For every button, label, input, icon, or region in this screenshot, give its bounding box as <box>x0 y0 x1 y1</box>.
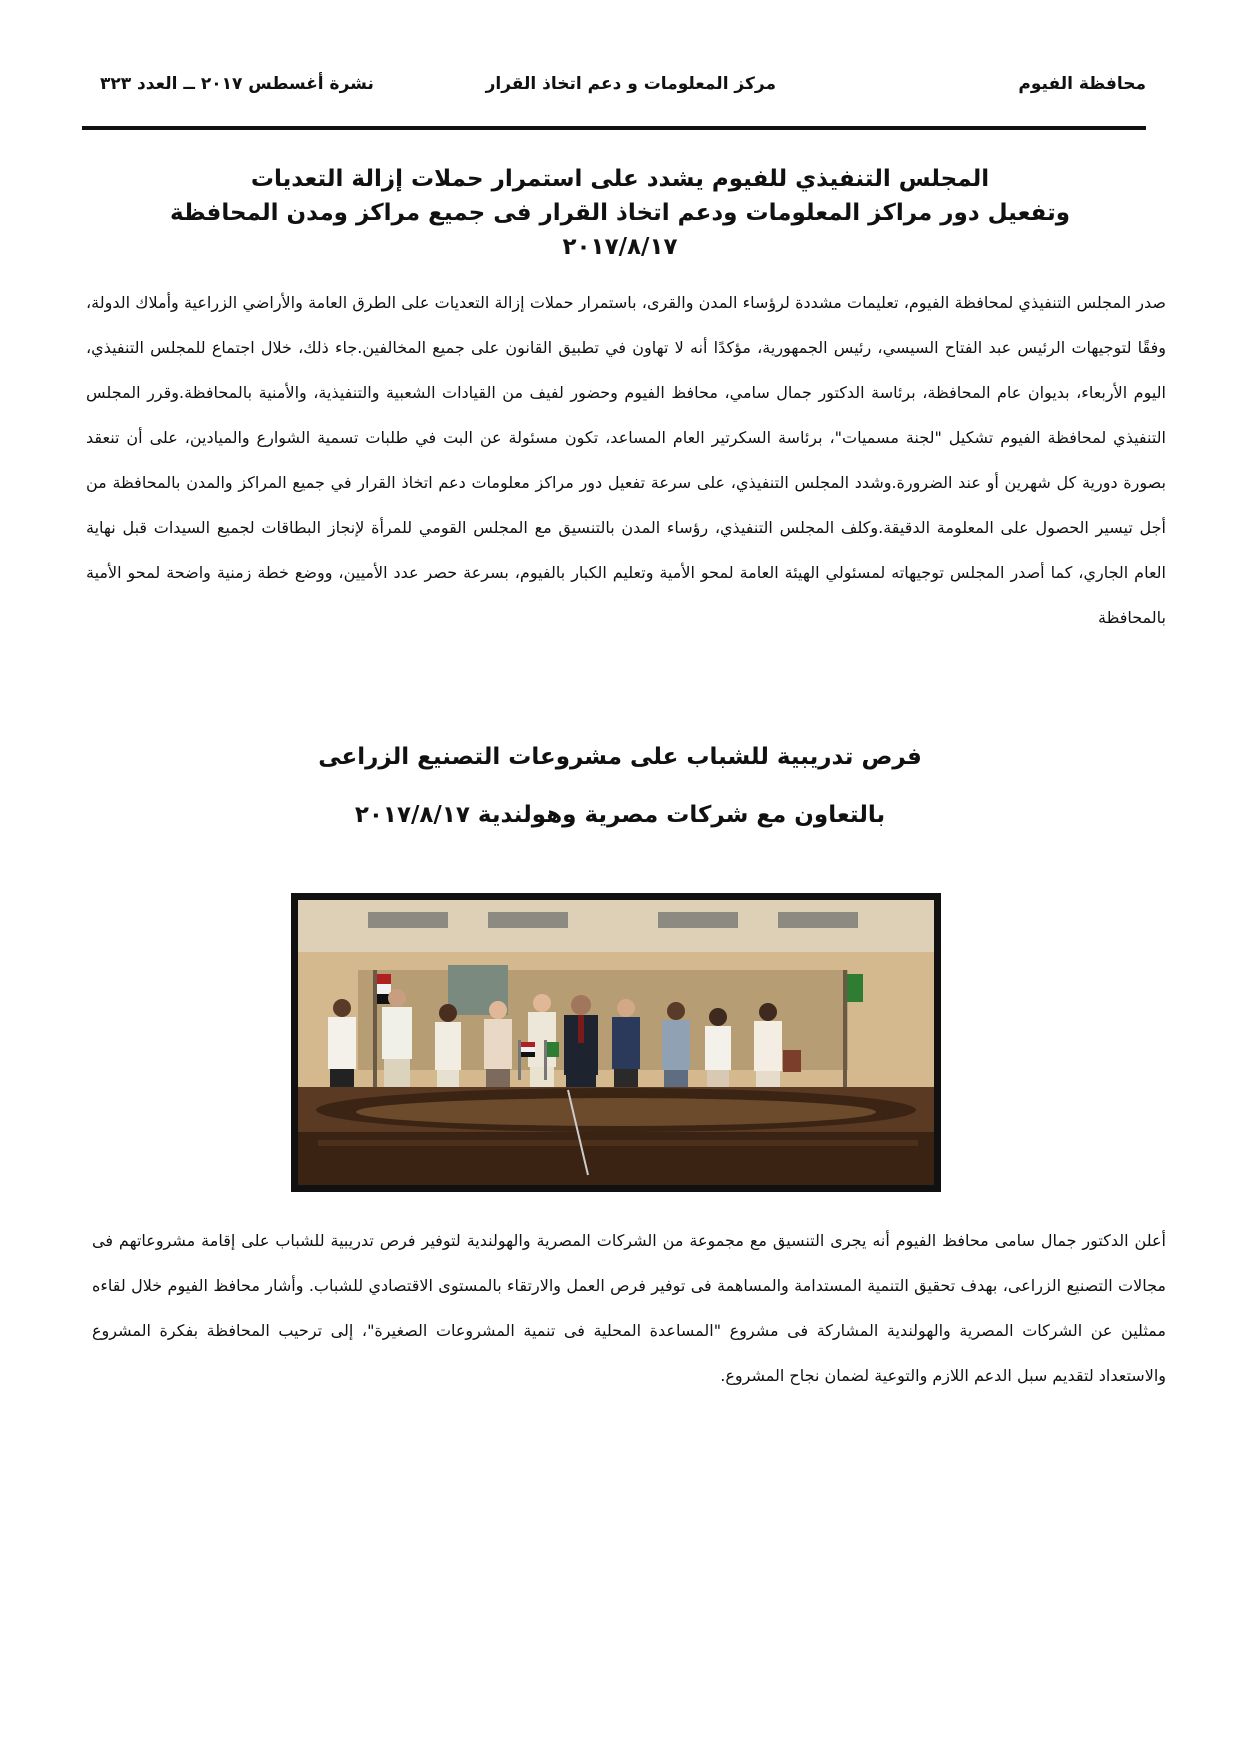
article1-heading <box>90 162 1150 264</box>
meeting-photo <box>291 893 941 1192</box>
header-center-name: مركز المعلومات و دعم اتخاذ القرار <box>485 74 776 94</box>
article1-date: ٢٠١٧/٨/١٧ <box>562 234 678 260</box>
article1-title-line2: وتفعيل دور مراكز المعلومات ودعم اتخاذ القرار فى جميع مراكز ومدن المحافظة <box>169 200 1071 226</box>
article1-title-line1: المجلس التنفيذي للفيوم يشدد على استمرار حملات إزالة التعديات <box>250 166 990 192</box>
article2-title-line2: بالتعاون مع شركات مصرية وهولندية ٢٠١٧/٨/١٧ <box>354 802 886 828</box>
article2-heading <box>180 728 1060 844</box>
page-header <box>84 74 1146 108</box>
article1-body: صدر المجلس التنفيذي لمحافظة الفيوم، تعليمات مشددة لرؤساء المدن والقرى، باستمرار حملات إزالة التعديات على الطرق العامة والأراضي الزراعية وأملاك الدولة، وفقًا لتوجيهات الرئيس عبد الفتاح السيسي، رئيس الجمهورية، مؤكدًا أنه لا تهاون في تطبيق القانون على جميع المخالفين.جاء ذلك، خلال اجتماع للمجلس التنفيذي، اليوم الأربعاء، بديوان عام المحافظة، برئاسة الدكتور جمال سامي، محافظ الفيوم وحضور لفيف من القيادات الشعبية والتنفيذية، والأمنية بالمحافظة.وقرر المجلس التنفيذي لمحافظة الفيوم تشكيل "لجنة مسميات"، برئاسة السكرتير العام المساعد، تكون مسئولة عن البت في طلبات تسمية الشوارع والميادين، على أن تنعقد بصورة دورية كل شهرين أو عند الضرورة.وشدد المجلس التنفيذي، على سرعة تفعيل دور مراكز معلومات دعم اتخاذ القرار في جميع المراكز والمدن بالمحافظة من أجل تيسير الحصول على المعلومة الدقيقة.وكلف المجلس التنفيذي، رؤساء المدن بالتنسيق مع المجلس القومي للمرأة لإنجاز البطاقات لجميع السيدات قبل نهاية العام الجاري، كما أصدر المجلس توجيهاته لمسئولي الهيئة العامة لمحو الأمية وتعليم الكبار بالفيوم، بسرعة حصر عدد الأميين، ووضع خطة زمنية واضحة لمحو الأمية بالمحافظة <box>86 293 1166 627</box>
header-issue: نشرة أغسطس ٢٠١٧ ــ العدد ٣٢٣ <box>100 74 374 94</box>
article2-title-line1: فرص تدريبية للشباب على مشروعات التصنيع الزراعى <box>318 744 922 770</box>
meeting-photo-illustration <box>298 900 934 1185</box>
header-divider <box>82 126 1146 130</box>
article2-body: أعلن الدكتور جمال سامى محافظ الفيوم أنه يجرى التنسيق مع مجموعة من الشركات المصرية والهولندية لتوفير فرص تدريبية للشباب على إقامة مشروعاتهم فى مجالات التصنيع الزراعى، بهدف تحقيق التنمية المستدامة والمساهمة فى توفير فرص العمل والارتقاء بالمستوى الاقتصادي للشباب. وأشار محافظ الفيوم خلال لقاءه ممثلين عن الشركات المصرية والهولندية المشاركة فى مشروع "المساعدة المحلية فى تنمية المشروعات الصغيرة"، إلى ترحيب المحافظة بفكرة المشروع والاستعداد لتقديم سبل الدعم اللازم والتوعية لضمان نجاح المشروع. <box>92 1231 1166 1385</box>
header-governorate: محافظة الفيوم <box>1018 74 1146 94</box>
